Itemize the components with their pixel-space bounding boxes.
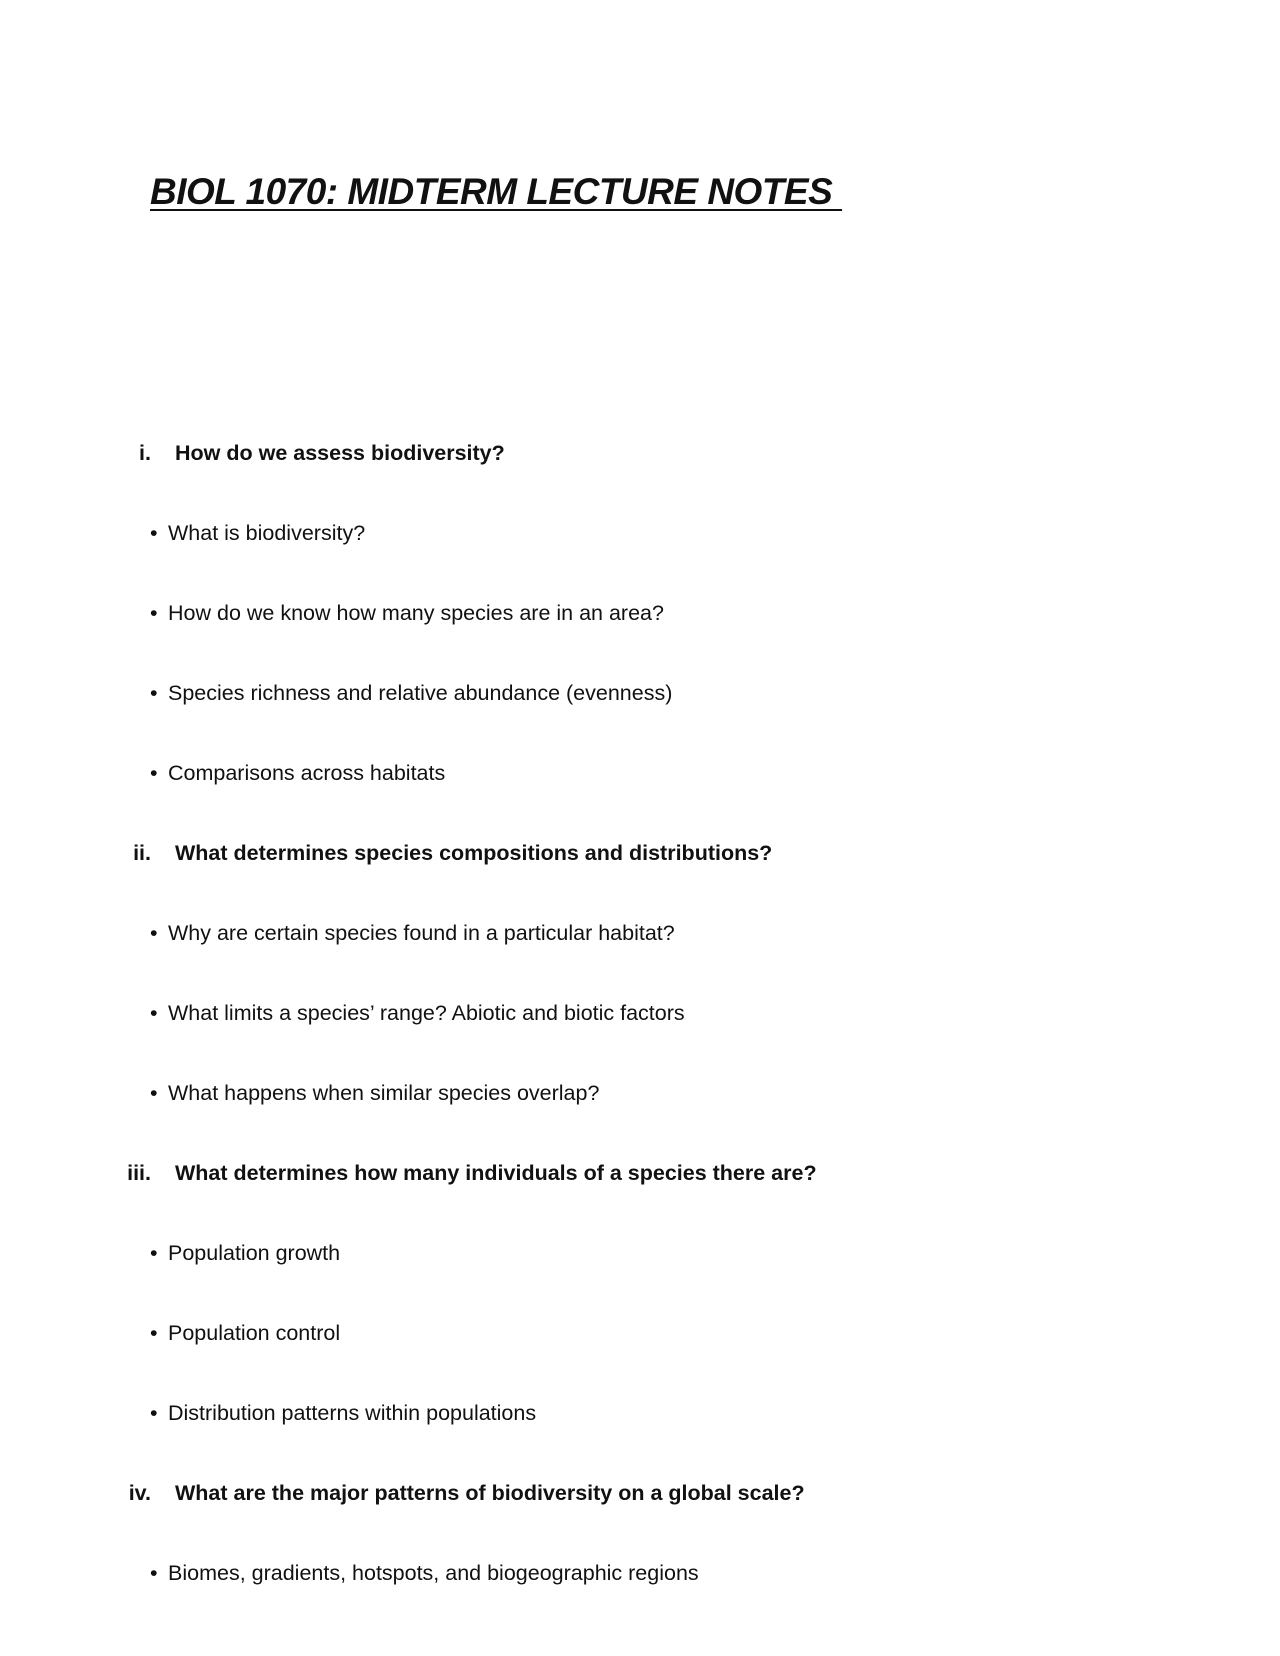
bullet-item bbox=[0, 1563, 1280, 1643]
bullet-text: Population growth bbox=[168, 1241, 341, 1265]
section-heading bbox=[0, 1163, 1280, 1243]
bullet-icon: • bbox=[150, 601, 158, 625]
bullet-icon: • bbox=[150, 681, 158, 705]
section-heading-text: What determines species compositions and distributions? bbox=[175, 841, 773, 865]
bullet-icon: • bbox=[150, 921, 158, 945]
bullet-item bbox=[0, 683, 1280, 763]
bullet-text: Population control bbox=[168, 1321, 341, 1345]
bullet-text: What limits a species’ range? Abiotic and biotic factors bbox=[168, 1001, 685, 1025]
bullet-item bbox=[0, 603, 1280, 683]
bullet-text: Comparisons across habitats bbox=[168, 761, 446, 785]
bullet-icon: • bbox=[150, 1001, 158, 1025]
section-numeral: iv. bbox=[128, 1481, 151, 1505]
section-heading-text: What are the major patterns of biodiversity on a global scale? bbox=[175, 1481, 805, 1505]
bullet-item bbox=[0, 1403, 1280, 1483]
page-title: BIOL 1070: MIDTERM LECTURE NOTES bbox=[150, 171, 843, 212]
bullet-icon: • bbox=[150, 1401, 158, 1425]
bullet-icon: • bbox=[150, 761, 158, 785]
section-heading bbox=[0, 1483, 1280, 1563]
bullet-item bbox=[0, 763, 1280, 843]
bullet-icon: • bbox=[150, 521, 158, 545]
section-numeral: iii. bbox=[127, 1161, 151, 1185]
bullet-icon: • bbox=[150, 1561, 158, 1585]
bullet-item bbox=[0, 523, 1280, 603]
outline bbox=[0, 443, 1280, 1643]
bullet-item bbox=[0, 1323, 1280, 1403]
bullet-text: Distribution patterns within populations bbox=[168, 1401, 537, 1425]
section-heading bbox=[0, 843, 1280, 923]
section-numeral: ii. bbox=[133, 841, 151, 865]
bullet-text: How do we know how many species are in an area? bbox=[168, 601, 664, 625]
section-heading-text: How do we assess biodiversity? bbox=[175, 441, 505, 465]
bullet-text: What happens when similar species overlap? bbox=[168, 1081, 600, 1105]
section-heading-text: What determines how many individuals of a species there are? bbox=[175, 1161, 817, 1185]
bullet-item bbox=[0, 1243, 1280, 1323]
section-numeral: i. bbox=[139, 441, 151, 465]
bullet-text: Why are certain species found in a particular habitat? bbox=[168, 921, 675, 945]
bullet-icon: • bbox=[150, 1241, 158, 1265]
bullet-icon: • bbox=[150, 1081, 158, 1105]
bullet-item bbox=[0, 1083, 1280, 1163]
bullet-text: What is biodiversity? bbox=[168, 521, 366, 545]
bullet-icon: • bbox=[150, 1321, 158, 1345]
section-heading bbox=[0, 443, 1280, 523]
bullet-text: Species richness and relative abundance (evenness) bbox=[168, 681, 673, 705]
bullet-item bbox=[0, 923, 1280, 1003]
bullet-text: Biomes, gradients, hotspots, and biogeographic regions bbox=[168, 1561, 699, 1585]
bullet-item bbox=[0, 1003, 1280, 1083]
